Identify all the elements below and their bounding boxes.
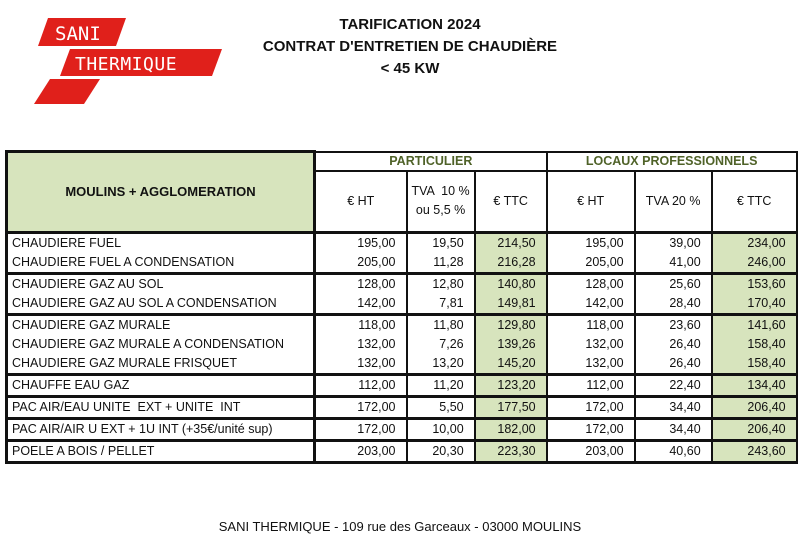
pro-tva-value: 22,40	[635, 374, 712, 396]
table-row	[7, 354, 797, 375]
col-header-part-tva-line1: TVA 10 %	[411, 184, 470, 198]
part-ttc-value: 140,80	[475, 273, 547, 294]
pro-ht-value: 132,00	[547, 354, 635, 375]
pro-ht-value: 142,00	[547, 294, 635, 315]
logo-band-bottom	[34, 79, 100, 104]
part-ht-value: 118,00	[315, 314, 407, 335]
part-ht-value: 203,00	[315, 440, 407, 462]
part-ttc-value: 214,50	[475, 232, 547, 253]
part-ttc-value: 177,50	[475, 396, 547, 418]
part-tva-value: 13,20	[407, 354, 475, 375]
pro-ht-value: 203,00	[547, 440, 635, 462]
row-label: POELE A BOIS / PELLET	[7, 440, 315, 462]
row-label: CHAUDIERE FUEL	[7, 232, 315, 253]
part-ttc-value: 149,81	[475, 294, 547, 315]
table-row	[7, 374, 797, 396]
part-tva-value: 11,80	[407, 314, 475, 335]
part-ttc-value: 145,20	[475, 354, 547, 375]
pro-tva-value: 39,00	[635, 232, 712, 253]
part-tva-value: 19,50	[407, 232, 475, 253]
row-label: CHAUDIERE FUEL A CONDENSATION	[7, 253, 315, 274]
logo-text-sani: SANI	[55, 23, 101, 45]
pro-tva-value: 26,40	[635, 354, 712, 375]
pro-ttc-value: 153,60	[712, 273, 797, 294]
pro-ht-value: 205,00	[547, 253, 635, 274]
table-row	[7, 396, 797, 418]
row-header-cell: MOULINS + AGGLOMERATION	[7, 152, 315, 233]
part-ht-value: 195,00	[315, 232, 407, 253]
part-ttc-value: 129,80	[475, 314, 547, 335]
table-row	[7, 273, 797, 294]
pro-ttc-value: 234,00	[712, 232, 797, 253]
part-tva-value: 5,50	[407, 396, 475, 418]
pro-ht-value: 172,00	[547, 396, 635, 418]
part-ttc-value: 139,26	[475, 335, 547, 354]
pro-tva-value: 34,40	[635, 418, 712, 440]
part-tva-value: 7,26	[407, 335, 475, 354]
row-label: CHAUDIERE GAZ MURALE	[7, 314, 315, 335]
part-ht-value: 112,00	[315, 374, 407, 396]
part-ht-value: 132,00	[315, 354, 407, 375]
part-tva-value: 10,00	[407, 418, 475, 440]
table-row	[7, 440, 797, 462]
pro-ttc-value: 158,40	[712, 335, 797, 354]
col-header-pro-ttc: € TTC	[712, 171, 797, 233]
group-header-locaux-professionnels: LOCAUX PROFESSIONNELS	[547, 152, 797, 171]
sani-thermique-logo	[30, 8, 230, 108]
pro-tva-value: 28,40	[635, 294, 712, 315]
pro-ttc-value: 141,60	[712, 314, 797, 335]
part-ttc-value: 223,30	[475, 440, 547, 462]
logo-text-thermique: THERMIQUE	[75, 54, 178, 75]
pro-tva-value: 41,00	[635, 253, 712, 274]
part-ht-value: 142,00	[315, 294, 407, 315]
pro-ttc-value: 243,60	[712, 440, 797, 462]
part-ttc-value: 123,20	[475, 374, 547, 396]
row-label: CHAUDIERE GAZ AU SOL A CONDENSATION	[7, 294, 315, 315]
table-row	[7, 418, 797, 440]
pro-ttc-value: 134,40	[712, 374, 797, 396]
row-label: PAC AIR/AIR U EXT + 1U INT (+35€/unité sup)	[7, 418, 315, 440]
pro-tva-value: 40,60	[635, 440, 712, 462]
part-ht-value: 172,00	[315, 396, 407, 418]
part-tva-value: 7,81	[407, 294, 475, 315]
title-line-3: < 45 KW	[380, 60, 440, 77]
pro-ht-value: 112,00	[547, 374, 635, 396]
col-header-part-tva-line2: ou 5,5 %	[415, 203, 466, 217]
pro-ht-value: 118,00	[547, 314, 635, 335]
pro-ht-value: 195,00	[547, 232, 635, 253]
row-label: CHAUDIERE GAZ MURALE A CONDENSATION	[7, 335, 315, 354]
pro-ttc-value: 158,40	[712, 354, 797, 375]
title-line-1: TARIFICATION 2024	[339, 16, 481, 33]
table-row	[7, 232, 797, 253]
part-ttc-value: 182,00	[475, 418, 547, 440]
table-row	[7, 253, 797, 274]
table-header-group-row	[7, 152, 797, 171]
col-header-pro-tva: TVA 20 %	[635, 171, 712, 233]
part-tva-value: 11,20	[407, 374, 475, 396]
pro-ht-value: 172,00	[547, 418, 635, 440]
table-row	[7, 335, 797, 354]
row-label: PAC AIR/EAU UNITE EXT + UNITE INT	[7, 396, 315, 418]
part-ht-value: 132,00	[315, 335, 407, 354]
row-label: CHAUDIERE GAZ MURALE FRISQUET	[7, 354, 315, 375]
company-address-footer: SANI THERMIQUE - 109 rue des Garceaux - 03000 MOULINS	[218, 519, 582, 534]
part-tva-value: 11,28	[407, 253, 475, 274]
price-table	[5, 150, 798, 464]
pro-ttc-value: 206,40	[712, 418, 797, 440]
pro-ttc-value: 206,40	[712, 396, 797, 418]
part-ht-value: 128,00	[315, 273, 407, 294]
pro-tva-value: 25,60	[635, 273, 712, 294]
pro-tva-value: 34,40	[635, 396, 712, 418]
col-header-part-ht: € HT	[315, 171, 407, 233]
part-ttc-value: 216,28	[475, 253, 547, 274]
pro-ttc-value: 246,00	[712, 253, 797, 274]
part-tva-value: 12,80	[407, 273, 475, 294]
part-tva-value: 20,30	[407, 440, 475, 462]
pro-tva-value: 26,40	[635, 335, 712, 354]
pro-tva-value: 23,60	[635, 314, 712, 335]
document-title	[240, 14, 580, 80]
col-header-part-tva	[407, 171, 475, 233]
row-label: CHAUFFE EAU GAZ	[7, 374, 315, 396]
pro-ttc-value: 170,40	[712, 294, 797, 315]
table-row	[7, 294, 797, 315]
title-line-2: CONTRAT D'ENTRETIEN DE CHAUDIÈRE	[262, 38, 558, 55]
col-header-part-ttc: € TTC	[475, 171, 547, 233]
part-ht-value: 205,00	[315, 253, 407, 274]
pro-ht-value: 132,00	[547, 335, 635, 354]
row-label: CHAUDIERE GAZ AU SOL	[7, 273, 315, 294]
pro-ht-value: 128,00	[547, 273, 635, 294]
table-row	[7, 314, 797, 335]
group-header-particulier: PARTICULIER	[315, 152, 547, 171]
part-ht-value: 172,00	[315, 418, 407, 440]
col-header-pro-ht: € HT	[547, 171, 635, 233]
